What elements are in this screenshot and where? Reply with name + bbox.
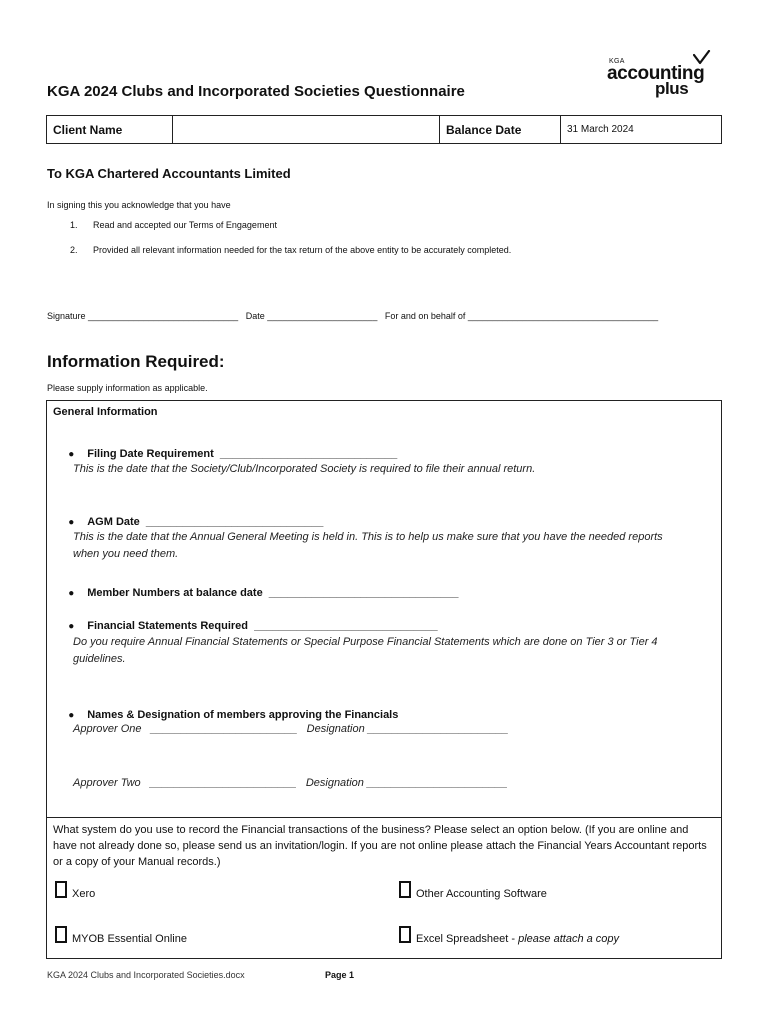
item-text: Provided all relevant information needed for the tax return of the above entity to be accurately completed.	[93, 245, 512, 255]
bullet-icon: ●	[68, 588, 75, 599]
checkbox-icon[interactable]	[399, 881, 411, 898]
filing-date-label: Filing Date Requirement _____________________________	[87, 448, 398, 460]
agm-date-label: AGM Date _____________________________	[87, 516, 324, 528]
information-heading: Information Required:	[47, 352, 225, 371]
page-title: KGA 2024 Clubs and Incorporated Societies Questionnaire	[47, 83, 465, 100]
bullet-icon: ●	[68, 621, 75, 632]
option-xero[interactable]	[55, 881, 95, 900]
financial-statements-label: Financial Statements Required ______________________________	[87, 620, 438, 632]
logo-accounting-text: accounting	[607, 63, 705, 84]
supply-note: Please supply information as applicable.	[47, 383, 208, 393]
agm-note-line-2: when you need them.	[73, 548, 179, 560]
approver-one-field[interactable]: Approver One ________________________ Designation _______________________	[73, 723, 509, 735]
general-information-heading: General Information	[53, 406, 158, 418]
financial-statements-note	[73, 634, 718, 668]
item-number: 1.	[70, 220, 78, 230]
checkbox-icon[interactable]	[55, 881, 67, 898]
signature-line[interactable]: Signature ______________________________ Date ______________________ For and on behalf of ______________________________________	[47, 311, 659, 321]
bullet-icon: ●	[68, 449, 75, 460]
option-excel[interactable]	[399, 926, 619, 945]
logo-plus-text: plus	[655, 79, 689, 98]
bullet-icon: ●	[68, 710, 75, 721]
kga-accounting-plus-logo	[605, 50, 715, 100]
fin-note-line-1: Do you require Annual Financial Statements or Special Purpose Financial Statements which are done on Tier 3 or Tier 4	[73, 636, 658, 648]
client-name-label: Client Name	[47, 116, 173, 144]
accounting-system-box	[46, 817, 722, 959]
agm-date-note	[73, 529, 718, 563]
member-numbers-label: Member Numbers at balance date _______________________________	[87, 587, 459, 599]
balance-date-value: 31 March 2024	[561, 116, 722, 144]
acknowledgement-item	[70, 220, 277, 230]
client-name-field[interactable]	[173, 116, 440, 144]
filing-date-note: This is the date that the Society/Club/Incorporated Society is required to file their annual return.	[73, 463, 536, 475]
acknowledgement-intro: In signing this you acknowledge that you have	[47, 200, 231, 210]
option-myob-label: MYOB Essential Online	[72, 933, 187, 945]
option-myob[interactable]	[55, 926, 187, 945]
client-info-table	[46, 115, 722, 144]
approver-two-field[interactable]: Approver Two ________________________ Designation _______________________	[73, 777, 508, 789]
footer-filename: KGA 2024 Clubs and Incorporated Societies.docx	[47, 970, 245, 980]
checkbox-icon[interactable]	[55, 926, 67, 943]
accounting-system-question: What system do you use to record the Financial transactions of the business? Please select an option below. (If you are online and have not already done so, please send us an invitation/login. If you are not online please attach the Financial Years Accountant reports or a copy of your Manual records.)	[53, 824, 707, 868]
addressee-heading: To KGA Chartered Accountants Limited	[47, 166, 291, 181]
logo-kga-text: KGA	[609, 58, 625, 65]
option-excel-note: please attach a copy	[518, 933, 620, 945]
option-other-label: Other Accounting Software	[416, 888, 547, 900]
member-numbers-field[interactable]	[56, 575, 458, 611]
option-other-software[interactable]	[399, 881, 547, 900]
option-excel-label: Excel Spreadsheet -	[416, 933, 519, 945]
agm-note-line-1: This is the date that the Annual General Meeting is held in. This is to help us make sure that you have the needed reports	[73, 531, 663, 543]
names-designation-label: Names & Designation of members approving the Financials	[87, 709, 399, 721]
item-text: Read and accepted our Terms of Engagement	[93, 220, 277, 230]
general-information-box	[46, 400, 722, 818]
item-number: 2.	[70, 245, 78, 255]
acknowledgement-item	[70, 245, 511, 255]
option-xero-label: Xero	[72, 888, 96, 900]
footer-page-number: Page 1	[325, 970, 355, 980]
tick-icon	[693, 50, 711, 66]
fin-note-line-2: guidelines.	[73, 653, 126, 665]
balance-date-label: Balance Date	[440, 116, 561, 144]
checkbox-icon[interactable]	[399, 926, 411, 943]
bullet-icon: ●	[68, 517, 75, 528]
